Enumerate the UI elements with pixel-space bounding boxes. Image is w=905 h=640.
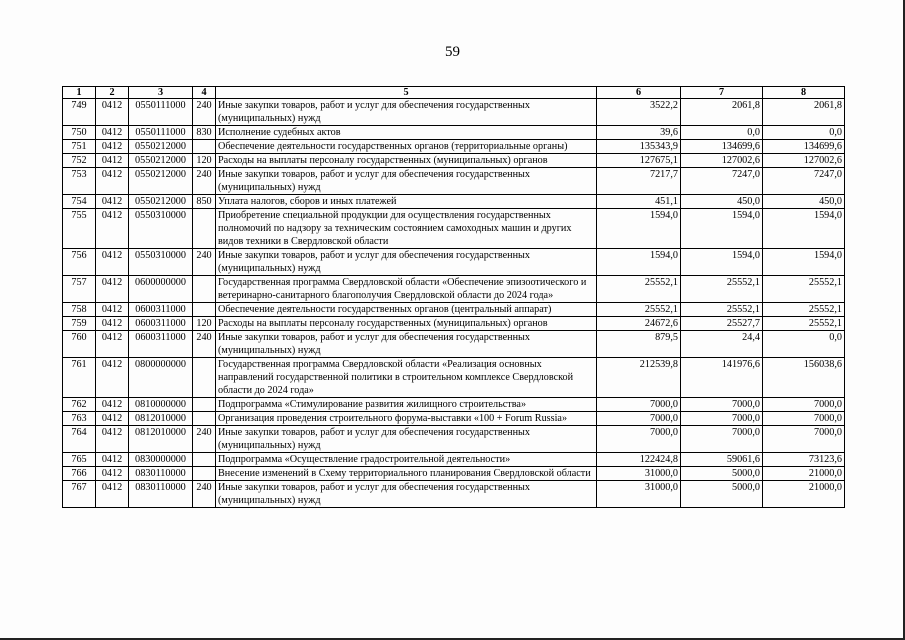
- amount-col-6: 879,5: [597, 331, 681, 358]
- table-row: [63, 154, 845, 168]
- expense-kind-code: [193, 303, 216, 317]
- amount-col-8: 21000,0: [763, 481, 845, 508]
- row-number: 752: [63, 154, 96, 168]
- amount-col-8: 156038,6: [763, 358, 845, 398]
- item-name: Подпрограмма «Стимулирование развития жилищного строительства»: [216, 398, 597, 412]
- amount-col-7: 25527,7: [681, 317, 763, 331]
- item-name: Организация проведения строительного форума-выставки «100 + Forum Russia»: [216, 412, 597, 426]
- section-code: 0412: [96, 453, 129, 467]
- header-col-8: 8: [763, 87, 845, 99]
- expense-kind-code: [193, 412, 216, 426]
- expense-kind-code: [193, 276, 216, 303]
- header-col-6: 6: [597, 87, 681, 99]
- amount-col-8: 127002,6: [763, 154, 845, 168]
- expense-kind-code: [193, 209, 216, 249]
- row-number: 767: [63, 481, 96, 508]
- target-article-code: 0550212000: [129, 140, 193, 154]
- amount-col-6: 24672,6: [597, 317, 681, 331]
- amount-col-6: 451,1: [597, 195, 681, 209]
- section-code: 0412: [96, 249, 129, 276]
- amount-col-8: 25552,1: [763, 317, 845, 331]
- item-name: Иные закупки товаров, работ и услуг для обеспечения государственных (муниципальных) нужд: [216, 249, 597, 276]
- amount-col-8: 1594,0: [763, 209, 845, 249]
- row-number: 764: [63, 426, 96, 453]
- target-article-code: 0550111000: [129, 99, 193, 126]
- section-code: 0412: [96, 276, 129, 303]
- amount-col-7: 127002,6: [681, 154, 763, 168]
- table-row: [63, 126, 845, 140]
- expense-kind-code: 850: [193, 195, 216, 209]
- amount-col-6: 1594,0: [597, 249, 681, 276]
- row-number: 751: [63, 140, 96, 154]
- target-article-code: 0550212000: [129, 168, 193, 195]
- section-code: 0412: [96, 126, 129, 140]
- table-row: [63, 195, 845, 209]
- amount-col-7: 1594,0: [681, 249, 763, 276]
- amount-col-7: 0,0: [681, 126, 763, 140]
- amount-col-8: 134699,6: [763, 140, 845, 154]
- amount-col-6: 1594,0: [597, 209, 681, 249]
- target-article-code: 0600000000: [129, 276, 193, 303]
- amount-col-6: 7217,7: [597, 168, 681, 195]
- table-row: [63, 209, 845, 249]
- amount-col-7: 2061,8: [681, 99, 763, 126]
- row-number: 761: [63, 358, 96, 398]
- table-row: [63, 358, 845, 398]
- section-code: 0412: [96, 412, 129, 426]
- header-col-5: 5: [216, 87, 597, 99]
- amount-col-7: 7000,0: [681, 426, 763, 453]
- amount-col-6: 7000,0: [597, 398, 681, 412]
- amount-col-8: 0,0: [763, 126, 845, 140]
- target-article-code: 0550212000: [129, 195, 193, 209]
- table-row: [63, 99, 845, 126]
- amount-col-6: 31000,0: [597, 467, 681, 481]
- amount-col-7: 24,4: [681, 331, 763, 358]
- amount-col-8: 21000,0: [763, 467, 845, 481]
- table-row: [63, 303, 845, 317]
- row-number: 750: [63, 126, 96, 140]
- item-name: Уплата налогов, сборов и иных платежей: [216, 195, 597, 209]
- target-article-code: 0830000000: [129, 453, 193, 467]
- amount-col-7: 7247,0: [681, 168, 763, 195]
- item-name: Расходы на выплаты персоналу государственных (муниципальных) органов: [216, 317, 597, 331]
- amount-col-8: 25552,1: [763, 303, 845, 317]
- amount-col-8: 25552,1: [763, 276, 845, 303]
- expense-kind-code: 240: [193, 481, 216, 508]
- item-name: Приобретение специальной продукции для осуществления государственных полномочий по надзору за техническим состоянием самоходных машин и других видов техники в Свердловской области: [216, 209, 597, 249]
- section-code: 0412: [96, 154, 129, 168]
- expense-kind-code: 240: [193, 426, 216, 453]
- table-row: [63, 276, 845, 303]
- expense-kind-code: [193, 467, 216, 481]
- section-code: 0412: [96, 331, 129, 358]
- section-code: 0412: [96, 481, 129, 508]
- amount-col-6: 7000,0: [597, 412, 681, 426]
- header-col-7: 7: [681, 87, 763, 99]
- expense-kind-code: 240: [193, 168, 216, 195]
- table-row: [63, 331, 845, 358]
- table-row: [63, 168, 845, 195]
- item-name: Государственная программа Свердловской области «Обеспечение эпизоотического и ветеринарно-санитарного благополучия Свердловской области до 2024 года»: [216, 276, 597, 303]
- header-col-2: 2: [96, 87, 129, 99]
- target-article-code: 0812010000: [129, 412, 193, 426]
- item-name: Иные закупки товаров, работ и услуг для обеспечения государственных (муниципальных) нужд: [216, 426, 597, 453]
- row-number: 763: [63, 412, 96, 426]
- expense-kind-code: [193, 358, 216, 398]
- amount-col-6: 39,6: [597, 126, 681, 140]
- amount-col-7: 59061,6: [681, 453, 763, 467]
- amount-col-6: 25552,1: [597, 303, 681, 317]
- table-row: [63, 481, 845, 508]
- expense-kind-code: [193, 140, 216, 154]
- row-number: 762: [63, 398, 96, 412]
- table-row: [63, 453, 845, 467]
- row-number: 757: [63, 276, 96, 303]
- amount-col-7: 25552,1: [681, 276, 763, 303]
- item-name: Расходы на выплаты персоналу государственных (муниципальных) органов: [216, 154, 597, 168]
- amount-col-6: 7000,0: [597, 426, 681, 453]
- amount-col-7: 141976,6: [681, 358, 763, 398]
- row-number: 765: [63, 453, 96, 467]
- row-number: 758: [63, 303, 96, 317]
- item-name: Обеспечение деятельности государственных органов (территориальные органы): [216, 140, 597, 154]
- amount-col-8: 0,0: [763, 331, 845, 358]
- amount-col-8: 7247,0: [763, 168, 845, 195]
- expense-kind-code: 120: [193, 154, 216, 168]
- budget-table: [62, 86, 845, 508]
- row-number: 749: [63, 99, 96, 126]
- expense-kind-code: [193, 398, 216, 412]
- item-name: Обеспечение деятельности государственных органов (центральный аппарат): [216, 303, 597, 317]
- table-row: [63, 249, 845, 276]
- table-row: [63, 317, 845, 331]
- expense-kind-code: 830: [193, 126, 216, 140]
- target-article-code: 0830110000: [129, 481, 193, 508]
- target-article-code: 0550310000: [129, 249, 193, 276]
- amount-col-8: 7000,0: [763, 398, 845, 412]
- target-article-code: 0830110000: [129, 467, 193, 481]
- amount-col-6: 135343,9: [597, 140, 681, 154]
- page-number: 59: [445, 44, 460, 60]
- amount-col-7: 1594,0: [681, 209, 763, 249]
- section-code: 0412: [96, 303, 129, 317]
- section-code: 0412: [96, 317, 129, 331]
- item-name: Внесение изменений в Схему территориального планирования Свердловской области: [216, 467, 597, 481]
- item-name: Государственная программа Свердловской области «Реализация основных направлений государственной политики в строительном комплексе Свердловской области до 2024 года»: [216, 358, 597, 398]
- target-article-code: 0800000000: [129, 358, 193, 398]
- target-article-code: 0600311000: [129, 331, 193, 358]
- section-code: 0412: [96, 398, 129, 412]
- target-article-code: 0550310000: [129, 209, 193, 249]
- target-article-code: 0550212000: [129, 154, 193, 168]
- section-code: 0412: [96, 467, 129, 481]
- row-number: 760: [63, 331, 96, 358]
- item-name: Иные закупки товаров, работ и услуг для обеспечения государственных (муниципальных) нужд: [216, 481, 597, 508]
- item-name: Подпрограмма «Осуществление градостроительной деятельности»: [216, 453, 597, 467]
- amount-col-6: 31000,0: [597, 481, 681, 508]
- expense-kind-code: 240: [193, 249, 216, 276]
- amount-col-7: 450,0: [681, 195, 763, 209]
- section-code: 0412: [96, 209, 129, 249]
- amount-col-8: 7000,0: [763, 426, 845, 453]
- row-number: 766: [63, 467, 96, 481]
- expense-kind-code: 240: [193, 99, 216, 126]
- target-article-code: 0812010000: [129, 426, 193, 453]
- section-code: 0412: [96, 168, 129, 195]
- item-name: Иные закупки товаров, работ и услуг для обеспечения государственных (муниципальных) нужд: [216, 331, 597, 358]
- expense-kind-code: 240: [193, 331, 216, 358]
- section-code: 0412: [96, 358, 129, 398]
- amount-col-7: 7000,0: [681, 412, 763, 426]
- header-col-1: 1: [63, 87, 96, 99]
- table-row: [63, 140, 845, 154]
- amount-col-6: 122424,8: [597, 453, 681, 467]
- row-number: 756: [63, 249, 96, 276]
- table-row: [63, 426, 845, 453]
- target-article-code: 0550111000: [129, 126, 193, 140]
- amount-col-7: 7000,0: [681, 398, 763, 412]
- section-code: 0412: [96, 195, 129, 209]
- table-row: [63, 467, 845, 481]
- section-code: 0412: [96, 426, 129, 453]
- header-col-4: 4: [193, 87, 216, 99]
- amount-col-6: 3522,2: [597, 99, 681, 126]
- expense-kind-code: [193, 453, 216, 467]
- table-row: [63, 398, 845, 412]
- amount-col-8: 7000,0: [763, 412, 845, 426]
- expense-kind-code: 120: [193, 317, 216, 331]
- row-number: 754: [63, 195, 96, 209]
- amount-col-6: 212539,8: [597, 358, 681, 398]
- target-article-code: 0600311000: [129, 317, 193, 331]
- amount-col-6: 25552,1: [597, 276, 681, 303]
- row-number: 759: [63, 317, 96, 331]
- row-number: 755: [63, 209, 96, 249]
- amount-col-8: 450,0: [763, 195, 845, 209]
- amount-col-6: 127675,1: [597, 154, 681, 168]
- amount-col-8: 2061,8: [763, 99, 845, 126]
- item-name: Исполнение судебных актов: [216, 126, 597, 140]
- item-name: Иные закупки товаров, работ и услуг для обеспечения государственных (муниципальных) нужд: [216, 168, 597, 195]
- table-row: [63, 412, 845, 426]
- table-header-row: [63, 87, 845, 99]
- amount-col-8: 1594,0: [763, 249, 845, 276]
- section-code: 0412: [96, 140, 129, 154]
- section-code: 0412: [96, 99, 129, 126]
- amount-col-7: 134699,6: [681, 140, 763, 154]
- target-article-code: 0600311000: [129, 303, 193, 317]
- amount-col-7: 25552,1: [681, 303, 763, 317]
- item-name: Иные закупки товаров, работ и услуг для обеспечения государственных (муниципальных) нужд: [216, 99, 597, 126]
- amount-col-7: 5000,0: [681, 467, 763, 481]
- amount-col-8: 73123,6: [763, 453, 845, 467]
- amount-col-7: 5000,0: [681, 481, 763, 508]
- row-number: 753: [63, 168, 96, 195]
- target-article-code: 0810000000: [129, 398, 193, 412]
- header-col-3: 3: [129, 87, 193, 99]
